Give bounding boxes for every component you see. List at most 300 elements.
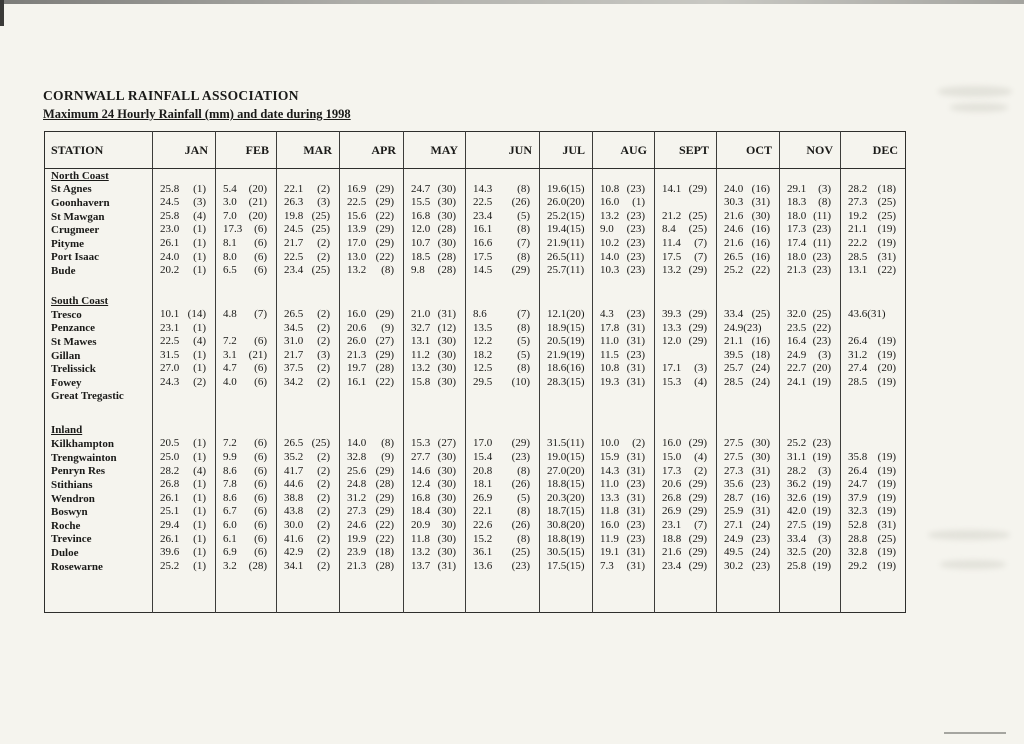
rainfall-date: (8) (517, 505, 530, 518)
month-column-header-oct: OCT (717, 132, 780, 169)
empty-cell (540, 423, 593, 437)
rainfall-value: 10.7 (411, 237, 431, 250)
rainfall-value: 21.9 (547, 348, 567, 361)
rainfall-date: (6) (254, 478, 267, 491)
rainfall-cell (841, 451, 906, 465)
rainfall-cell (540, 478, 593, 492)
rainfall-cell (404, 308, 466, 322)
rainfall-date: (24) (751, 519, 770, 532)
rainfall-value: 25.8 (787, 559, 807, 572)
rainfall-cell (655, 546, 717, 560)
rainfall-date: (15) (566, 478, 585, 491)
rainfall-date: (20) (248, 182, 267, 195)
rainfall-value: 24.5 (284, 223, 304, 236)
rainfall-cell (466, 546, 540, 560)
rainfall-date: (29) (375, 464, 394, 477)
rainfall-value: 18.7 (547, 505, 567, 518)
rainfall-table (44, 131, 906, 613)
rainfall-cell (466, 335, 540, 349)
rainfall-cell (540, 183, 593, 197)
empty-cell (340, 403, 404, 423)
rainfall-date: (18) (375, 546, 394, 559)
rainfall-cell (841, 196, 906, 210)
rainfall-date: (20) (877, 362, 896, 375)
rainfall-cell (540, 349, 593, 363)
rainfall-cell (841, 335, 906, 349)
rainfall-value: 19.9 (347, 532, 367, 545)
rainfall-value: 3.2 (223, 559, 237, 572)
rainfall-date: (22) (375, 376, 394, 389)
rainfall-cell (717, 322, 780, 336)
rainfall-value: 32.8 (347, 451, 367, 464)
section-gap-row (45, 403, 906, 423)
rainfall-date: (2) (317, 532, 330, 545)
table-header-row (45, 132, 906, 169)
rainfall-date: (29) (688, 437, 707, 450)
rainfall-value: 21.2 (662, 209, 682, 222)
empty-cell (466, 403, 540, 423)
station-row (45, 478, 906, 492)
rainfall-value: 24.6 (724, 223, 744, 236)
rainfall-value: 17.5 (547, 559, 567, 572)
rainfall-cell (540, 264, 593, 278)
month-column-header-aug: AUG (593, 132, 655, 169)
rainfall-value: 25.7 (724, 362, 744, 375)
station-row (45, 264, 906, 278)
rainfall-value: 9.8 (411, 264, 425, 277)
rainfall-value: 15.8 (411, 376, 431, 389)
rainfall-value: 11.4 (662, 237, 681, 250)
rainfall-value: 24.8 (347, 478, 367, 491)
rainfall-cell (540, 451, 593, 465)
rainfall-cell (780, 505, 841, 519)
rainfall-date: (30) (437, 478, 456, 491)
empty-cell (277, 573, 340, 612)
rainfall-cell (540, 362, 593, 376)
rainfall-date: (29) (688, 478, 707, 491)
rainfall-value: 17.4 (787, 237, 807, 250)
rainfall-value: 21.7 (284, 237, 304, 250)
rainfall-date: (6) (254, 335, 267, 348)
rainfall-date: (31) (626, 335, 645, 348)
rainfall-cell (717, 390, 780, 404)
rainfall-cell (340, 349, 404, 363)
station-name: Crugmeer (51, 224, 100, 237)
station-row (45, 335, 906, 349)
rainfall-cell (717, 264, 780, 278)
rainfall-value: 17.0 (347, 237, 367, 250)
station-name: Stithians (51, 479, 93, 491)
rainfall-date: (3) (818, 348, 831, 361)
rainfall-cell (216, 519, 277, 533)
rainfall-date: (2) (317, 478, 330, 491)
empty-cell (404, 423, 466, 437)
rainfall-value: 24.9 (787, 348, 807, 361)
rainfall-value: 39.3 (662, 308, 682, 321)
rainfall-date: (3) (317, 196, 330, 209)
rainfall-date: (25) (311, 223, 330, 236)
rainfall-date: (18) (877, 182, 896, 195)
rainfall-cell (593, 560, 655, 574)
rainfall-date: (31) (877, 519, 896, 532)
rainfall-value: 18.0 (787, 209, 807, 222)
rainfall-value: 22.7 (787, 362, 807, 375)
rainfall-value: 14.6 (411, 464, 431, 477)
rainfall-value: 11.0 (600, 335, 619, 348)
station-row (45, 322, 906, 336)
empty-cell (340, 294, 404, 308)
rainfall-cell (404, 519, 466, 533)
rainfall-value: 13.2 (411, 546, 431, 559)
rainfall-value: 30.5 (547, 546, 567, 559)
rainfall-value: 11.8 (600, 505, 619, 518)
rainfall-date: (20) (566, 491, 585, 504)
rainfall-cell (277, 210, 340, 224)
empty-cell (466, 278, 540, 294)
rainfall-date: (19) (877, 478, 896, 491)
rainfall-date: (29) (375, 237, 394, 250)
rainfall-value: 28.8 (848, 532, 868, 545)
station-name: Rosewarne (51, 560, 103, 573)
rainfall-cell (340, 390, 404, 404)
rainfall-date: (31) (437, 308, 456, 321)
rainfall-cell (540, 390, 593, 404)
rainfall-date: (6) (254, 223, 267, 236)
rainfall-value: 24.1 (787, 376, 807, 389)
rainfall-value: 38.8 (284, 491, 304, 504)
rainfall-date: (3) (193, 196, 206, 209)
empty-cell (277, 278, 340, 294)
rainfall-cell (404, 533, 466, 547)
empty-cell (466, 294, 540, 308)
rainfall-cell (540, 492, 593, 506)
rainfall-date: (29) (375, 505, 394, 518)
empty-cell (340, 423, 404, 437)
month-column-header-jul: JUL (540, 132, 593, 169)
rainfall-cell (717, 546, 780, 560)
rainfall-cell (655, 465, 717, 479)
rainfall-value: 27.5 (787, 519, 807, 532)
rainfall-date: (23) (511, 451, 530, 464)
rainfall-value: 25.2 (724, 264, 744, 277)
rainfall-cell (593, 196, 655, 210)
station-name: Trevince (51, 533, 92, 546)
rainfall-value: 21.3 (347, 559, 367, 572)
rainfall-cell (340, 264, 404, 278)
rainfall-cell (466, 251, 540, 265)
rainfall-value: 4.3 (600, 308, 614, 321)
rainfall-date: (22) (375, 250, 394, 263)
rainfall-cell (404, 362, 466, 376)
rainfall-cell (153, 264, 216, 278)
rainfall-cell (216, 251, 277, 265)
rainfall-value: 13.2 (411, 362, 431, 375)
rainfall-date: (7) (694, 519, 707, 532)
rainfall-cell (540, 210, 593, 224)
rainfall-cell (340, 546, 404, 560)
rainfall-cell (153, 533, 216, 547)
rainfall-date: (11) (566, 250, 585, 263)
rainfall-value: 26.8 (662, 491, 682, 504)
rainfall-date: (1) (193, 519, 206, 532)
rainfall-cell (277, 223, 340, 237)
rainfall-date: (19) (877, 546, 896, 559)
rainfall-cell (655, 335, 717, 349)
rainfall-cell (216, 264, 277, 278)
rainfall-value: 6.0 (223, 519, 237, 532)
rainfall-date: (23) (626, 519, 645, 532)
rainfall-date: (23) (626, 532, 645, 545)
rainfall-date: (8) (517, 362, 530, 375)
rainfall-value: 34.2 (284, 376, 304, 389)
rainfall-cell (340, 223, 404, 237)
rainfall-cell (655, 451, 717, 465)
rainfall-cell (780, 451, 841, 465)
rainfall-cell (841, 560, 906, 574)
empty-cell (216, 169, 277, 183)
rainfall-date: (16) (751, 250, 770, 263)
rainfall-date: (2) (317, 505, 330, 518)
empty-cell (655, 294, 717, 308)
station-row (45, 505, 906, 519)
empty-cell (780, 423, 841, 437)
rainfall-date: (1) (193, 559, 206, 572)
rainfall-value: 44.6 (284, 478, 304, 491)
rainfall-date: (15) (566, 209, 585, 222)
rainfall-cell (780, 437, 841, 451)
rainfall-cell (593, 335, 655, 349)
rainfall-date: (19) (877, 335, 896, 348)
rainfall-date: (9) (381, 451, 394, 464)
rainfall-value: 12.5 (473, 362, 493, 375)
rainfall-date: (11) (566, 437, 585, 450)
rainfall-date: (23) (626, 264, 645, 277)
rainfall-date: (30) (437, 505, 456, 518)
rainfall-cell (466, 376, 540, 390)
rainfall-value: 11.2 (411, 348, 430, 361)
table-filler-row (45, 573, 906, 612)
rainfall-date: (31) (626, 451, 645, 464)
rainfall-cell (655, 478, 717, 492)
rainfall-value: 13.3 (600, 491, 620, 504)
rainfall-value: 20.5 (160, 437, 180, 450)
rainfall-value: 10.0 (600, 437, 620, 450)
rainfall-cell (216, 478, 277, 492)
scanner-edge-artifact (0, 0, 1024, 4)
rainfall-cell (593, 251, 655, 265)
rainfall-value: 18.2 (473, 348, 493, 361)
rainfall-cell (153, 335, 216, 349)
rainfall-value: 3.1 (223, 348, 237, 361)
rainfall-cell (717, 223, 780, 237)
rainfall-date: (8) (517, 182, 530, 195)
rainfall-date: (31) (626, 491, 645, 504)
rainfall-date: (1) (193, 223, 206, 236)
rainfall-cell (466, 390, 540, 404)
rainfall-date: (23) (626, 237, 645, 250)
rainfall-date: (31) (437, 559, 456, 572)
rainfall-date: (29) (688, 505, 707, 518)
rainfall-cell (216, 505, 277, 519)
section-label-row (45, 294, 906, 308)
rainfall-date: (25) (688, 209, 707, 222)
rainfall-value: 5.4 (223, 182, 237, 195)
rainfall-cell (277, 376, 340, 390)
rainfall-value: 26.1 (160, 237, 180, 250)
rainfall-cell (216, 322, 277, 336)
rainfall-value: 13.7 (411, 559, 431, 572)
rainfall-value: 10.3 (600, 264, 620, 277)
rainfall-value: 13.6 (473, 559, 493, 572)
rainfall-date: (1) (193, 362, 206, 375)
rainfall-value: 21.6 (724, 237, 744, 250)
rainfall-value: 17.8 (600, 321, 620, 334)
rainfall-cell (340, 335, 404, 349)
station-name: Duloe (51, 546, 79, 559)
rainfall-date: (6) (254, 250, 267, 263)
rainfall-value: 15.3 (662, 376, 682, 389)
rainfall-date: (6) (254, 505, 267, 518)
station-row (45, 308, 906, 322)
rainfall-cell (841, 349, 906, 363)
rainfall-date: (8) (818, 196, 831, 209)
rainfall-date: (26) (511, 478, 530, 491)
rainfall-value: 20.5 (547, 335, 567, 348)
rainfall-date: (2) (193, 376, 206, 389)
rainfall-date: (23) (751, 559, 770, 572)
rainfall-value: 21.3 (787, 264, 807, 277)
rainfall-date: (6) (254, 362, 267, 375)
rainfall-value: 4.8 (223, 308, 237, 321)
rainfall-date: (30) (437, 348, 456, 361)
empty-cell (540, 169, 593, 183)
station-row (45, 560, 906, 574)
rainfall-value: 28.5 (848, 250, 868, 263)
rainfall-value: 19.3 (600, 376, 620, 389)
rainfall-value: 19.2 (848, 209, 868, 222)
rainfall-cell (655, 376, 717, 390)
rainfall-cell (593, 349, 655, 363)
rainfall-value: 30.0 (284, 519, 304, 532)
rainfall-date: (31) (877, 250, 896, 263)
station-name: Great Tregastic (51, 390, 124, 403)
rainfall-value: 18.0 (787, 250, 807, 263)
rainfall-date: (15) (566, 223, 585, 236)
rainfall-cell (153, 546, 216, 560)
rainfall-date: (29) (688, 308, 707, 321)
rainfall-cell (593, 362, 655, 376)
rainfall-date: (19) (566, 348, 585, 361)
rainfall-value: 9.9 (223, 451, 237, 464)
rainfall-cell (340, 322, 404, 336)
rainfall-cell (780, 210, 841, 224)
rainfall-date: (2) (317, 362, 330, 375)
rainfall-date: (22) (877, 264, 896, 277)
rainfall-date: (1) (193, 505, 206, 518)
rainfall-cell (216, 437, 277, 451)
rainfall-cell (717, 183, 780, 197)
rainfall-cell (655, 437, 717, 451)
rainfall-value: 17.3 (787, 223, 807, 236)
rainfall-date: (24) (751, 362, 770, 375)
rainfall-value: 24.0 (160, 250, 180, 263)
rainfall-value: 24.3 (160, 376, 180, 389)
rainfall-date: (4) (193, 209, 206, 222)
rainfall-cell (841, 519, 906, 533)
rainfall-date: (10) (511, 376, 530, 389)
rainfall-date: (23) (626, 209, 645, 222)
rainfall-value: 26.5 (284, 437, 304, 450)
rainfall-date: (25) (511, 546, 530, 559)
rainfall-cell (466, 322, 540, 336)
rainfall-value: 27.5 (724, 451, 744, 464)
station-name: Wendron (51, 492, 95, 505)
empty-cell (717, 403, 780, 423)
rainfall-cell (466, 264, 540, 278)
rainfall-cell (593, 451, 655, 465)
rainfall-cell (841, 505, 906, 519)
section-label: North Coast (51, 169, 109, 182)
rainfall-cell (841, 264, 906, 278)
rainfall-value: 16.8 (411, 209, 431, 222)
rainfall-cell (593, 519, 655, 533)
rainfall-value: 35.6 (724, 478, 744, 491)
empty-cell (593, 294, 655, 308)
rainfall-value: 21.0 (411, 308, 431, 321)
rainfall-value: 27.7 (411, 451, 431, 464)
rainfall-cell (466, 492, 540, 506)
rainfall-date: (29) (688, 559, 707, 572)
rainfall-date: (7) (694, 250, 707, 263)
rainfall-value: 4.7 (223, 362, 237, 375)
rainfall-cell (153, 390, 216, 404)
rainfall-cell (404, 437, 466, 451)
rainfall-date: (23) (626, 250, 645, 263)
station-name: Pityme (51, 237, 84, 250)
rainfall-value: 8.6 (223, 491, 237, 504)
rainfall-value: 41.7 (284, 464, 304, 477)
rainfall-cell (340, 451, 404, 465)
rainfall-cell (780, 237, 841, 251)
rainfall-cell (216, 492, 277, 506)
rainfall-cell (841, 251, 906, 265)
rainfall-date: (8) (517, 321, 530, 334)
rainfall-cell (277, 390, 340, 404)
rainfall-cell (717, 519, 780, 533)
rainfall-date: (28) (375, 362, 394, 375)
rainfall-cell (780, 322, 841, 336)
rainfall-value: 26.4 (848, 335, 868, 348)
rainfall-value: 28.2 (848, 182, 868, 195)
rainfall-value: 22.1 (284, 182, 304, 195)
rainfall-date: (19) (877, 505, 896, 518)
rainfall-date: (4) (694, 376, 707, 389)
empty-cell (780, 403, 841, 423)
rainfall-date: (29) (375, 491, 394, 504)
rainfall-value: 31.2 (848, 348, 868, 361)
empty-cell (45, 403, 153, 423)
rainfall-cell (466, 210, 540, 224)
rainfall-value: 12.4 (411, 478, 431, 491)
rainfall-value: 13.9 (347, 223, 367, 236)
empty-cell (717, 294, 780, 308)
empty-cell (340, 573, 404, 612)
rainfall-value: 11.0 (600, 478, 619, 491)
rainfall-value: 32.8 (848, 546, 868, 559)
rainfall-cell (340, 519, 404, 533)
rainfall-cell (340, 478, 404, 492)
rainfall-cell (717, 349, 780, 363)
